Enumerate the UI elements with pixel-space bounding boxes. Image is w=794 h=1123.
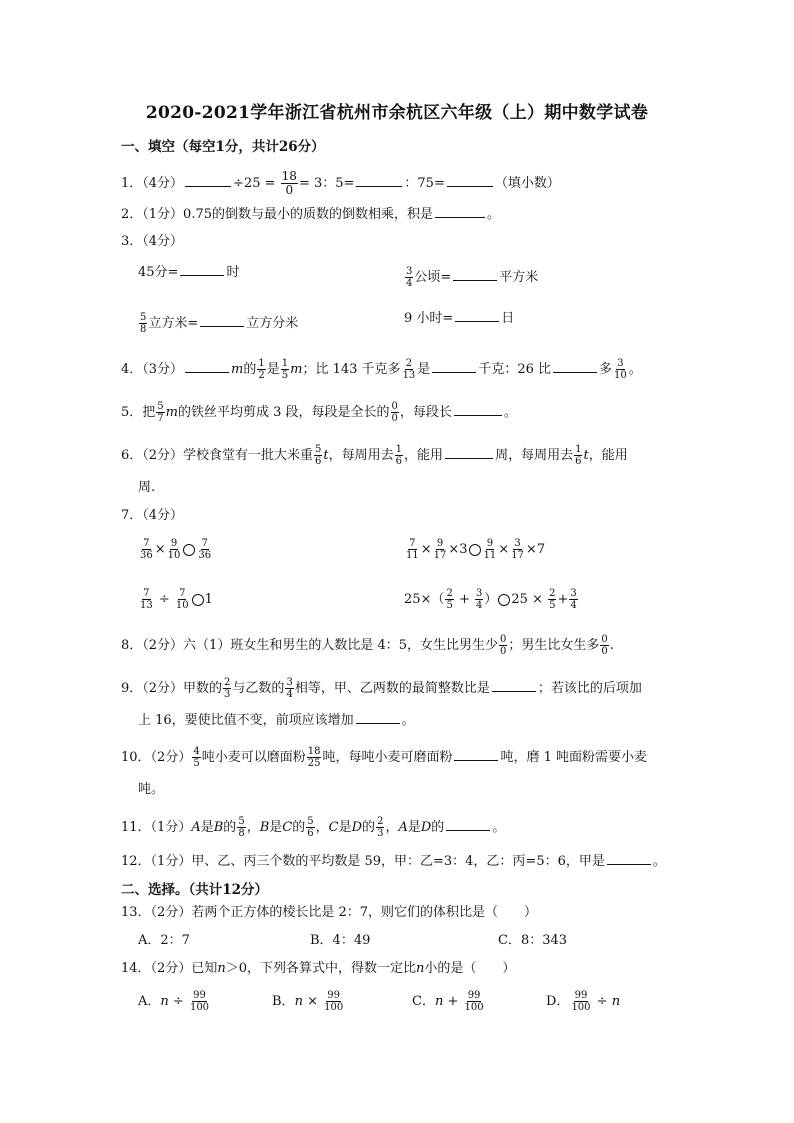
fraction: $\frac{9}{17}$: [433, 538, 447, 561]
question-11: 11．（1分）A是B的 $\frac{5}{8}$ ，B是C的 $\frac{5}{6}$ ，C是D的 $\frac{2}{3}$ ，A是D的 。: [121, 816, 506, 839]
fraction: $\frac{1}{6}$: [575, 444, 582, 467]
fraction: $\frac{7}{11}$: [406, 538, 419, 561]
fraction: $\frac{2}{3}$: [377, 816, 384, 839]
question-10: 10．（2分） $\frac{4}{5}$ 吨小麦可以磨面粉 $\frac{18}{25}$ 吨，每吨小麦可磨面粉 吨，磨 1 吨面粉需要小麦: [121, 746, 648, 769]
answer-blank: [454, 747, 498, 761]
question-2: 2．（1分）0.75的倒数与最小的质数的倒数相乘，积是 。: [121, 204, 500, 225]
option-13-b[interactable]: B．4：49: [310, 933, 371, 948]
question-1: 1．（4分） ÷25 = $\frac{18}{0}$ = 3：5= ：75= （填小数）: [121, 169, 560, 197]
fraction: $\frac{7}{10}$: [175, 588, 189, 611]
question-6: 6．（2分）学校食堂有一批大米重 $\frac{5}{6}$ t，每周用去 $\frac{1}{6}$ ，能用 周，每周用去 $\frac{1}{6}$ t，能用: [121, 444, 628, 467]
fraction: $\frac{0}{0}$: [391, 401, 398, 424]
fraction: $\frac{1}{2}$: [258, 358, 265, 381]
question-5: 5．把 $\frac{5}{7}$ m的铁丝平均剪成 3 段，每段是全长的 $\frac{0}{0}$ ，每段长 。: [121, 401, 517, 424]
question-7-expr-1: $\frac{7}{36}$ × $\frac{9}{10}$ $\frac{7}{36}$: [140, 538, 212, 561]
question-6-continued: 周.: [138, 480, 156, 495]
answer-blank: [446, 817, 490, 831]
answer-blank: [607, 851, 651, 865]
fraction: $\frac{2}{5}$: [549, 588, 556, 611]
question-9: 9．（2分）甲数的 $\frac{2}{3}$ 与乙数的 $\frac{3}{4}$ 相等，甲、乙两数的最简整数比是 ；若该比的后项加: [121, 677, 642, 700]
question-7-expr-4: 25×（ $\frac{2}{5}$ + $\frac{3}{4}$ ） 25 × $\frac{2}{5}$ + $\frac{3}{4}$: [404, 588, 577, 611]
fraction: $\frac{2}{5}$: [446, 588, 453, 611]
fraction: $\frac{9}{11}$: [483, 538, 497, 561]
compare-circle: [498, 594, 510, 606]
page-title: 2020-2021学年浙江省杭州市余杭区六年级（上）期中数学试卷: [145, 103, 649, 123]
option-13-c[interactable]: C．8：343: [498, 933, 568, 948]
answer-blank: [356, 173, 402, 187]
answer-blank: [453, 267, 497, 281]
question-13: 13．（2分）若两个正方体的棱长比是 2：7，则它们的体积比是（ ）: [121, 905, 537, 920]
question-7-expr-2: $\frac{7}{11}$ × $\frac{9}{17}$ ×3 $\frac{9}{11}$ × $\frac{3}{17}$ ×7: [406, 538, 546, 561]
fraction: $\frac{99}{100}$: [324, 990, 344, 1013]
fraction: $\frac{5}{8}$: [140, 312, 147, 335]
answer-blank: [553, 359, 597, 373]
fraction: $\frac{18}{25}$: [307, 746, 321, 769]
option-14-a[interactable]: A．n ÷ $\frac{99}{100}$: [138, 990, 210, 1013]
fraction: $\frac{7}{13}$: [140, 588, 153, 611]
fraction: $\frac{7}{36}$: [140, 538, 153, 561]
fraction: $\frac{3}{10}$: [614, 358, 627, 381]
fraction: $\frac{5}{6}$: [315, 444, 322, 467]
fraction: $\frac{0}{0}$: [500, 634, 507, 657]
answer-blank: [185, 173, 231, 187]
compare-circle: [183, 544, 195, 556]
answer-blank: [455, 308, 499, 322]
answer-blank: [435, 204, 485, 218]
answer-blank: [356, 710, 400, 724]
option-13-a[interactable]: A．2：7: [138, 933, 190, 948]
fraction: $\frac{18}{0}$: [281, 169, 297, 197]
fraction: $\frac{5}{6}$: [307, 816, 314, 839]
fraction: $\frac{0}{0}$: [601, 634, 608, 657]
question-10-continued: 吨。: [138, 782, 165, 797]
answer-blank: [445, 445, 493, 459]
question-3-part-4: 9 小时= 日: [404, 308, 514, 329]
section-heading-fill: 一、填空（每空1分，共计26分）: [121, 139, 325, 155]
fraction: $\frac{2}{3}$: [224, 677, 231, 700]
compare-circle: [192, 594, 204, 606]
question-7: 7．（4分）: [121, 508, 184, 523]
fraction: $\frac{99}{100}$: [189, 990, 210, 1013]
fraction: $\frac{3}{4}$: [406, 266, 413, 289]
fraction: $\frac{5}{7}$: [157, 401, 164, 424]
question-3-part-1: 45分= 时: [138, 262, 239, 283]
option-14-c[interactable]: C．n + $\frac{99}{100}$: [412, 990, 484, 1013]
fraction: $\frac{99}{100}$: [464, 990, 484, 1013]
answer-blank: [185, 359, 229, 373]
fraction: $\frac{99}{100}$: [571, 990, 591, 1013]
question-8: 8．（2分）六（1）班女生和男生的人数比是 4：5，女生比男生少 $\frac{0}{0}$ ；男生比女生多 $\frac{0}{0}$ .: [121, 634, 614, 657]
answer-blank: [454, 402, 502, 416]
question-3-part-3: $\frac{5}{8}$ 立方米= 立方分米: [140, 312, 299, 335]
fraction: $\frac{1}{5}$: [281, 358, 289, 381]
option-14-b[interactable]: B．n × $\frac{99}{100}$: [272, 990, 344, 1013]
answer-blank: [492, 678, 536, 692]
option-14-d[interactable]: D． $\frac{99}{100}$ ÷ n: [546, 990, 621, 1013]
fraction: $\frac{9}{10}$: [167, 538, 181, 561]
fraction: $\frac{1}{6}$: [395, 444, 403, 467]
fraction: $\frac{3}{4}$: [570, 588, 577, 611]
question-7-expr-3: $\frac{7}{13}$ ÷ $\frac{7}{10}$ 1: [140, 588, 213, 611]
fraction: $\frac{3}{4}$: [476, 588, 483, 611]
fraction: $\frac{3}{17}$: [511, 538, 524, 561]
section-heading-choice: 二、选择。（共计12分）: [121, 882, 269, 898]
answer-blank: [200, 313, 244, 327]
question-3-part-2: $\frac{3}{4}$ 公顷= 平方米: [406, 266, 539, 289]
answer-blank: [180, 262, 224, 276]
question-9-continued: 上 16，要使比值不变，前项应该增加 。: [138, 710, 415, 731]
compare-circle: [469, 544, 481, 556]
fraction: $\frac{4}{5}$: [193, 746, 200, 769]
question-12: 12．（1分）甲、乙、丙三个数的平均数是 59，甲：乙=3：4，乙：丙=5：6，甲是 。: [121, 851, 666, 872]
fraction: $\frac{3}{4}$: [286, 677, 293, 700]
question-4: 4．（3分） m的 $\frac{1}{2}$ 是 $\frac{1}{5}$ m；比 143 千克多 $\frac{2}{13}$ 是 千克：26 比 多 $\frac{3}{10}$ 。: [121, 358, 642, 381]
question-14: 14．（2分）已知n＞0，下列各算式中，得数一定比n小的是（ ）: [121, 961, 516, 976]
fraction: $\frac{7}{36}$: [198, 538, 212, 561]
question-3: 3．（4分）: [121, 234, 184, 249]
answer-blank: [432, 359, 476, 373]
fraction: $\frac{2}{13}$: [402, 358, 416, 381]
answer-blank: [447, 173, 493, 187]
fraction: $\frac{5}{8}$: [238, 816, 245, 839]
